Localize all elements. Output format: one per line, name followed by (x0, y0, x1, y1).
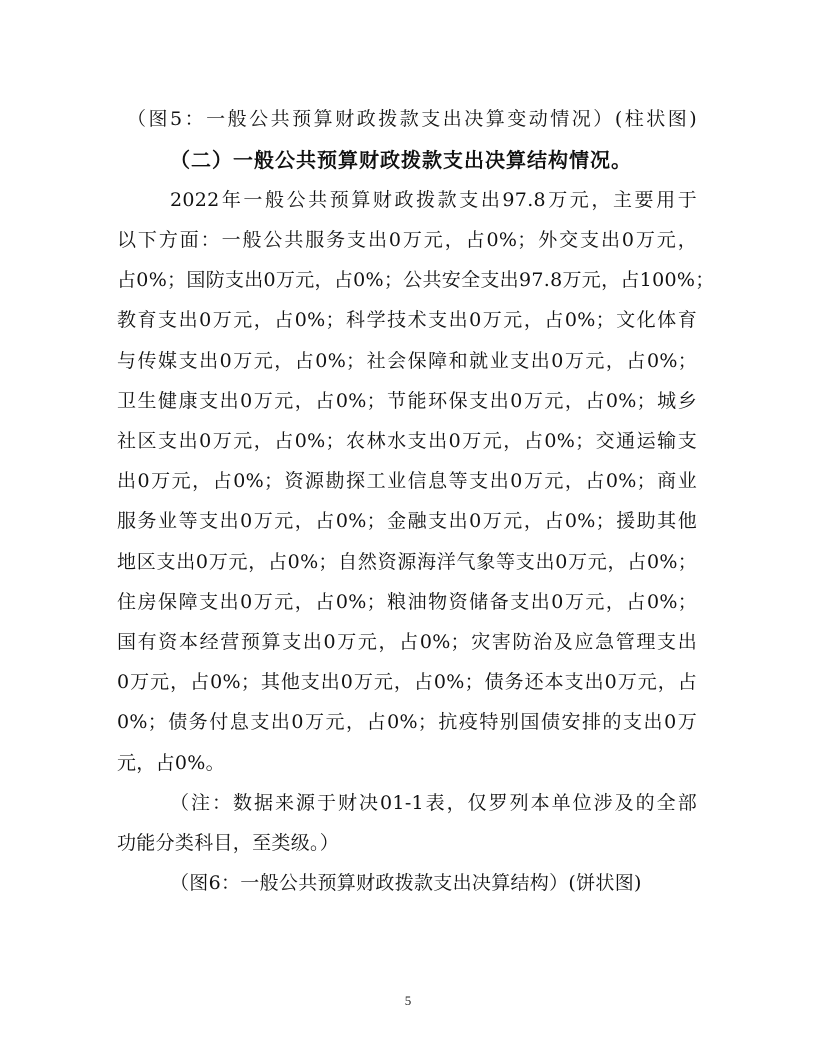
page-number: 5 (404, 993, 412, 1008)
body-line: 国有资本经营预算支出0万元，占0%；灾害防治及应急管理支出 (117, 631, 697, 653)
body-line: 0%；债务付息支出0万元，占0%；抗疫特别国债安排的支出0万 (117, 711, 697, 733)
body-line: 服务业等支出0万元，占0%；金融支出0万元，占0%；援助其他 (117, 510, 697, 532)
body-line: 地区支出0万元，占0%；自然资源海洋气象等支出0万元，占0%； (117, 551, 697, 573)
body-line: 0万元，占0%；其他支出0万元，占0%；债务还本支出0万元，占 (117, 671, 697, 693)
body-line: 卫生健康支出0万元，占0%；节能环保支出0万元，占0%；城乡 (117, 390, 697, 412)
note-line: （注：数据来源于财决01-1表，仅罗列本单位涉及的全部 (170, 792, 697, 814)
body-line: 教育支出0万元，占0%；科学技术支出0万元，占0%；文化体育 (117, 309, 697, 331)
body-line: 与传媒支出0万元，占0%；社会保障和就业支出0万元，占0%； (117, 350, 697, 372)
body-line: 住房保障支出0万元，占0%；粮油物资储备支出0万元，占0%； (117, 591, 697, 613)
figure-6-caption: （图6：一般公共预算财政拨款支出决算结构）(饼状图) (170, 872, 642, 894)
note-line: 功能分类科目，至类级。） (117, 832, 340, 854)
body-line: 占0%；国防支出0万元，占0%；公共安全支出97.8万元，占100%； (117, 269, 715, 291)
body-line: 元，占0%。 (117, 752, 225, 774)
figure-5-caption: （图5：一般公共预算财政拨款支出决算变动情况）(柱状图) (127, 108, 697, 130)
section-heading: （二）一般公共预算财政拨款支出决算结构情况。 (170, 148, 632, 172)
body-line: 2022年一般公共预算财政拨款支出97.8万元，主要用于 (170, 189, 697, 211)
body-line: 社区支出0万元，占0%；农林水支出0万元，占0%；交通运输支 (117, 430, 697, 452)
body-line: 出0万元，占0%；资源勘探工业信息等支出0万元，占0%；商业 (117, 470, 697, 492)
body-line: 以下方面：一般公共服务支出0万元，占0%；外交支出0万元， (117, 229, 697, 251)
